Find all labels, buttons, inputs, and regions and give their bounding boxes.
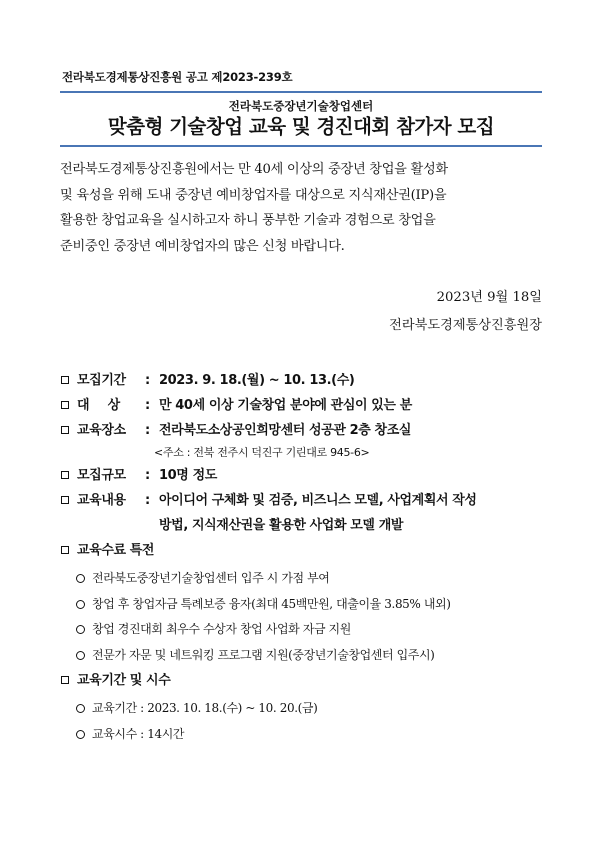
schedule-text: 교육시수 : 14시간 — [92, 726, 185, 741]
item-value: 10명 정도 — [159, 468, 217, 483]
item-label: 교육장소 — [77, 423, 126, 438]
item-content — [60, 488, 550, 513]
item-target — [60, 393, 550, 418]
schedule-item — [60, 696, 550, 722]
item-value: 만 40세 이상 기술창업 분야에 관심이 있는 분 — [159, 398, 412, 413]
square-bullet-icon — [61, 376, 69, 384]
square-bullet-icon — [61, 401, 69, 409]
schedule-text: 교육기간 : 2023. 10. 18.(수) ~ 10. 20.(금) — [92, 701, 318, 715]
circle-bullet-icon — [76, 704, 85, 713]
item-venue — [60, 418, 550, 443]
item-value: 방법, 지식재산권을 활용한 사업화 모델 개발 — [159, 518, 404, 533]
benefit-text: 전라북도중장년기술창업센터 입주 시 가점 부여 — [92, 571, 330, 585]
benefit-item — [60, 566, 550, 592]
item-value: 2023. 9. 18.(월) ~ 10. 13.(수) — [159, 373, 355, 388]
benefit-item — [60, 592, 550, 618]
title-bottom-rule — [60, 145, 542, 147]
colon: : — [145, 493, 150, 508]
item-label: 교육내용 — [77, 493, 126, 508]
title-block — [60, 99, 542, 140]
benefit-item — [60, 643, 550, 669]
benefit-text: 창업 경진대회 최우수 수상자 창업 사업화 자금 지원 — [92, 622, 351, 636]
item-value: 전라북도소상공인희망센터 성공관 2층 창조실 — [159, 423, 412, 438]
circle-bullet-icon — [76, 574, 85, 583]
schedule-item — [60, 722, 550, 748]
title-subtitle: 전라북도중장년기술창업센터 — [228, 99, 374, 113]
benefit-item — [60, 617, 550, 643]
circle-bullet-icon — [76, 600, 85, 609]
title-top-rule — [60, 91, 542, 93]
square-bullet-icon — [61, 471, 69, 479]
square-bullet-icon — [61, 426, 69, 434]
schedule-heading — [60, 668, 550, 693]
item-value: 아이디어 구체화 및 검증, 비즈니스 모델, 사업계획서 작성 — [159, 493, 477, 508]
circle-bullet-icon — [76, 730, 85, 739]
square-bullet-icon — [61, 676, 69, 684]
item-content-continued — [60, 513, 550, 538]
circle-bullet-icon — [76, 625, 85, 634]
colon: : — [145, 468, 150, 483]
notice-items — [60, 368, 550, 747]
benefit-text: 창업 후 창업자금 특례보증 융자(최대 45백만원, 대출이율 3.85% 내외) — [92, 596, 451, 611]
colon: : — [145, 373, 150, 388]
colon: : — [145, 423, 150, 438]
square-bullet-icon — [61, 546, 69, 554]
notice-date: 2023년 9월 18일 — [436, 290, 542, 305]
benefit-text: 전문가 자문 및 네트워킹 프로그램 지원(중장년기술창업센터 입주시) — [92, 647, 435, 662]
intro-line: 전라북도경제통상진흥원에서는 만 40세 이상의 중장년 창업을 활성화 — [60, 162, 448, 177]
intro-line: 활용한 창업교육을 실시하고자 하니 풍부한 기술과 경험으로 창업을 — [60, 213, 436, 228]
colon: : — [145, 398, 150, 413]
intro-line: 준비중인 중장년 예비창업자의 많은 신청 바랍니다. — [60, 238, 345, 254]
intro-line: 및 육성을 위해 도내 중장년 예비창업자를 대상으로 지식재산권(IP)을 — [60, 187, 447, 203]
venue-address: <주소 : 전북 전주시 덕진구 기린대로 945-6> — [154, 446, 370, 459]
square-bullet-icon — [61, 496, 69, 504]
circle-bullet-icon — [76, 651, 85, 660]
intro-paragraph — [60, 157, 542, 259]
item-period — [60, 368, 550, 393]
issuer-name: 전라북도경제통상진흥원장 — [389, 318, 542, 333]
section-heading: 교육수료 특전 — [77, 543, 155, 558]
page-title: 맞춤형 기술창업 교육 및 경진대회 참가자 모집 — [107, 115, 495, 138]
item-label: 모집규모 — [77, 468, 126, 483]
item-label: 모집기간 — [77, 373, 126, 388]
item-scale — [60, 463, 550, 488]
benefits-heading — [60, 538, 550, 563]
notice-number: 전라북도경제통상진흥원 공고 제2023-239호 — [62, 70, 293, 84]
item-label: 대 상 — [77, 398, 121, 413]
section-heading: 교육기간 및 시수 — [77, 673, 171, 688]
